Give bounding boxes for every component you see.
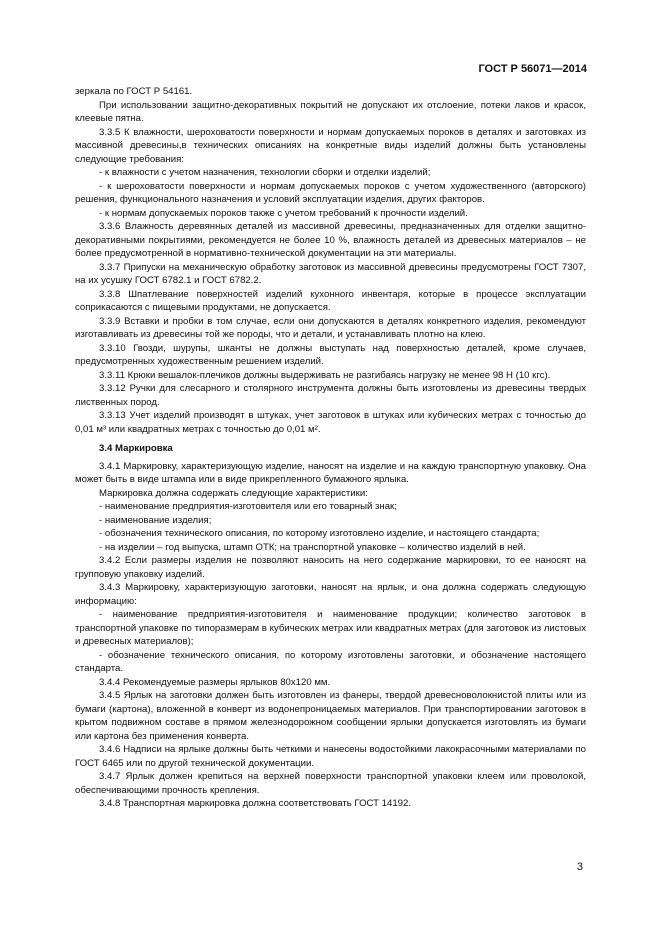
paragraph: 3.3.11 Крюки вешалок-плечиков должны выдерживать не разгибаясь нагрузку не менее 98 Н (10 кгс). — [99, 369, 551, 381]
paragraph: - на изделии – год выпуска, штамп ОТК; на транспортной упаковке – количество изделий в ней. — [99, 541, 526, 553]
paragraph: Маркировка должна содержать следующие характеристики: — [99, 487, 368, 499]
paragraph: При использовании защитно-декоративных покрытий не допускают их отслоение, потеки лаков и красок, клеевые пятна. — [75, 99, 586, 124]
paragraph: - к нормам допускаемых пороков также с учетом требований к прочности изделий. — [99, 207, 468, 219]
paragraph: 3.3.12 Ручки для слесарного и столярного инструмента должны быть изготовлены из древесины твердых лиственных пород. — [75, 383, 586, 408]
paragraph: зеркала по ГОСТ Р 54161. — [75, 86, 193, 97]
document-body — [75, 85, 586, 811]
paragraph: 3.4.1 Маркировку, характеризующую изделие, наносят на изделие и на каждую транспортную упаковку. Она может быть в виде штампа или в виде прикрепленного бумажного ярлыка. — [75, 460, 586, 485]
paragraph: 3.3.9 Вставки и пробки в том случае, если они допускаются в деталях конкретного изделия, рекомендуют изготавливать из древесины той же породы, что и детали, и устанавливать плотно на клею. — [75, 315, 586, 340]
page-number: 3 — [576, 861, 583, 873]
paragraph: 3.4.4 Рекомендуемые размеры ярлыков 80х120 мм. — [99, 676, 331, 688]
paragraph: 3.4.3 Маркировку, характеризующую заготовки, наносят на ярлык, и она должна содержать следующую информацию: — [75, 582, 586, 607]
paragraph: - обозначения технического описания, по которому изготовлено изделие, и настоящего стандарта; — [99, 528, 540, 539]
paragraph: 3.4.5 Ярлык на заготовки должен быть изготовлен из фанеры, твердой древесноволокнистой плиты или из бумаги (картона), вложенной в конверт из водонепроницаемых материалов. При транспортировании заготовок в крытом подвижном составе в прямом железнодорожном сообщении ярлыки допускается изготовлять из бумаги или картона без применения конверта. — [75, 690, 586, 742]
paragraph: 3.4.6 Надписи на ярлыке должны быть четкими и нанесены водостойкими лакокрасочными материалами по ГОСТ 6465 или по другой технической документации. — [75, 744, 586, 769]
paragraph: 3.3.6 Влажность деревянных деталей из массивной древесины, предназначенных для отделки защитно-декоративными покрытиями, рекомендуется не более 10 %, влажность деталей из древесных материалов – не более предусмотренной в нормативно-технической документации на эти материалы. — [75, 221, 586, 259]
paragraph: 3.3.8 Шпатлевание поверхностей изделий кухонного инвентаря, которые в процессе эксплуатации соприкасаются с пищевыми продуктами, не допускается. — [75, 288, 586, 313]
document-header: ГОСТ Р 56071—2014 — [478, 63, 587, 75]
paragraph: 3.4.8 Транспортная маркировка должна соответствовать ГОСТ 14192. — [99, 798, 412, 809]
paragraph: - наименование изделия; — [99, 514, 212, 526]
paragraph: 3.3.10 Гвозди, шурупы, шканты не должны выступать над поверхностью деталей, кроме случаев, предусмотренных художественным решением изделий. — [75, 342, 586, 367]
paragraph: 3.4.7 Ярлык должен крепиться на верхней поверхности транспортной упаковки клеем или проволокой, обеспечивающими прочность крепления. — [75, 771, 586, 796]
paragraph: 3.3.13 Учет изделий производят в штуках, учет заготовок в штуках или кубических метрах с точностью до 0,01 м³ или квадратных метрах с точностью до 0,01 м². — [75, 410, 586, 435]
paragraph: - наименование предприятия-изготовителя или его товарный знак; — [99, 501, 397, 512]
paragraph: 3.4.2 Если размеры изделия не позволяют наносить на него содержание маркировки, то ее наносят на групповую упаковку изделий. — [75, 555, 586, 580]
paragraph: 3.3.5 К влажности, шероховатости поверхности и нормам допускаемых пороков в деталях и заготовках из массивной древесины,в технических описаниях на конкретные виды изделий должны быть установлены следующие требования: — [75, 126, 586, 165]
paragraph: - к влажности с учетом назначения, технологии сборки и отделки изделий; — [99, 167, 431, 178]
paragraph: 3.3.7 Припуски на механическую обработку заготовок из массивной древесины предусмотрены ГОСТ 7307, на их усушку ГОСТ 6782.1 и ГОСТ 6782.2. — [75, 261, 586, 286]
paragraph: - обозначение технического описания, по которому изготовлены заготовки, и обозначение настоящего стандарта. — [75, 649, 586, 674]
section-heading: 3.4 Маркировка — [99, 443, 173, 454]
paragraph: - к шероховатости поверхности и нормам допускаемых пороков с учетом художественного (авторского) решения, функционального назначения и условий эксплуатации изделия, других факторов. — [75, 180, 586, 205]
paragraph: - наименование предприятия-изготовителя и наименование продукции; количество заготовок в транспортной упаковке по типоразмерам в кубических метрах или квадратных метрах (для заготовок из листовых и древесных материалов); — [75, 609, 586, 647]
